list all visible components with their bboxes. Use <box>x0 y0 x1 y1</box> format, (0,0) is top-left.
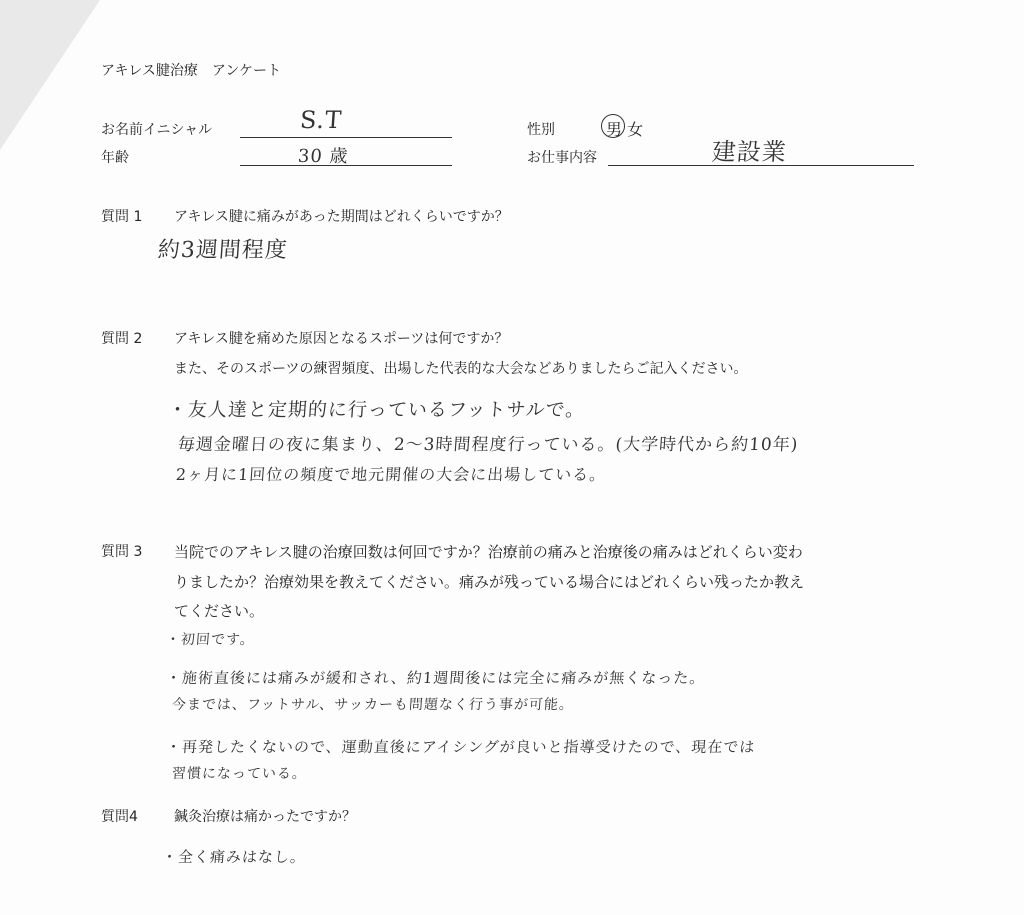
q3-text-line3: てください。 <box>174 602 265 620</box>
age-label: 年齢 <box>101 150 129 166</box>
q1-number: 質問 1 <box>101 209 143 225</box>
q2-number: 質問 2 <box>101 331 143 347</box>
q3-answer-line5: 習慣になっている。 <box>171 766 308 782</box>
document-title: アキレス腱治療 アンケート <box>101 63 282 79</box>
q3-text-line2: りましたか？治療効果を教えてください。痛みが残っている場合にはどれくらい残ったか教え <box>174 573 805 591</box>
gender-value: 男 女 <box>606 120 644 139</box>
q4-number: 質問4 <box>101 809 138 825</box>
q4-answer: ・全く痛みはなし。 <box>161 848 307 866</box>
q2-answer-line3: 2ヶ月に1回位の頻度で地元開催の大会に出場している。 <box>175 465 607 484</box>
job-value: 建設業 <box>710 138 788 166</box>
q3-answer-line4: ・再発したくないので、運動直後にアイシングが良いと指導受けたので、現在では <box>165 738 756 756</box>
gender-label: 性別 <box>527 122 555 138</box>
q2-text-line1: アキレス腱を痛めた原因となるスポーツは何ですか？ <box>174 331 509 347</box>
gender-circle-mark <box>601 114 625 138</box>
show-through-text <box>400 78 415 99</box>
q2-text-line2: また、そのスポーツの練習頻度、出場した代表的な大会などありましたらご記入ください。 <box>174 361 748 377</box>
q2-answer-line2: 毎週金曜日の夜に集まり、2〜3時間程度行っている。(大学時代から約10年) <box>177 435 800 455</box>
q4-text: 鍼灸治療は痛かったですか？ <box>174 809 356 825</box>
initials-underline <box>240 137 452 138</box>
folded-corner <box>0 0 100 150</box>
q3-answer-line2: ・施術直後には痛みが緩和され、約1週間後には完全に痛みが無くなった。 <box>165 669 707 687</box>
initials-value: S.T <box>299 106 344 134</box>
q3-answer-line1: ・初回です。 <box>165 632 256 648</box>
q3-answer-line3: 今までは、フットサル、サッカーも問題なく行う事が可能。 <box>171 697 575 713</box>
age-value: 30 歳 <box>297 146 350 167</box>
q3-text-line1: 当院でのアキレス腱の治療回数は何回ですか？治療前の痛みと治療後の痛みはどれくらい変わ <box>174 543 803 561</box>
q1-answer: 約3週間程度 <box>156 238 289 263</box>
q2-answer-line1: ・友人達と定期的に行っているフットサルで。 <box>167 399 587 421</box>
initials-label: お名前イニシャル <box>101 122 213 138</box>
q3-number: 質問 3 <box>101 544 143 560</box>
job-label: お仕事内容 <box>527 150 597 166</box>
q1-text: アキレス腱に痛みがあった期間はどれくらいですか？ <box>174 209 509 225</box>
